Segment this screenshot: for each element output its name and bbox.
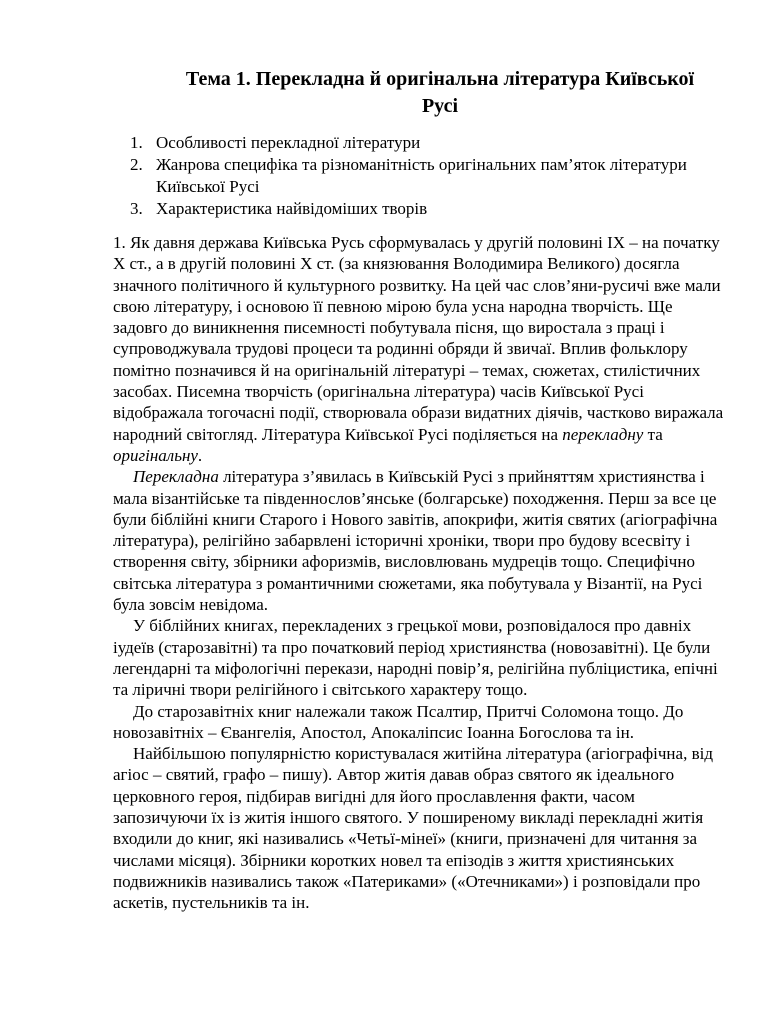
- topic-outline-list: [130, 132, 690, 220]
- paragraph-translated-literature: [113, 466, 727, 615]
- paragraph-hagiography: Найбільшою популярністю користувалася житійна література (агіографічна, від агіос – святий, графо – пишу). Автор житія давав образ святого як ідеального церковного героя, підбирав вигідні для його прославлення факти, часом запозичуючи їх із житія іншого святого. У поширеному викладі перекладні житія входили до книг, які називались «Четьї-мінеї» (книги, призначені для читання за числами місяця). Збірники коротких новел та епізодів з життя християнських подвижників називались також «Патериками» («Отечниками») і розповідали про аскетів, пустельників та ін.: [113, 744, 713, 913]
- outline-item: [130, 132, 690, 154]
- paragraph-text: та: [643, 424, 663, 444]
- emphasis-term: оригінальну: [113, 445, 198, 465]
- outline-number: 3.: [130, 199, 143, 218]
- emphasis-term: Перекладна: [133, 467, 219, 487]
- paragraph-text: .: [197, 445, 203, 465]
- emphasis-term: перекладну: [562, 424, 644, 444]
- document-body: [113, 232, 727, 914]
- outline-item: [130, 198, 690, 220]
- outline-item: [130, 154, 690, 198]
- title-line-2: Русі: [421, 95, 459, 117]
- paragraph-text: література з’явилась в Київській Русі з прийняттям християнства і мала візантійське та південнослов’янське (болгарське) походження. Перш за все це були біблійні книги Старого і Нового завітів, апокрифи, житія святих (агіографічна література), релігійно забарвлені історичні хроніки, твори про будову всесвіту і створення світу, збірники афоризмів, висловлювань мудреців тощо. Специфічно світська література з романтичними сюжетами, яка побутувала у Візантії, на Русі була зовсім невідома.: [113, 467, 718, 615]
- outline-text: Жанрова специфіка та різноманітність оригінальних пам’яток літератури Київської Русі: [156, 155, 687, 196]
- paragraph-intro: [113, 232, 727, 466]
- outline-text: Характеристика найвідоміших творів: [156, 199, 428, 218]
- outline-text: Особливості перекладної літератури: [156, 133, 421, 152]
- paragraph-text: 1. Як давня держава Київська Русь сформувалась у другій половині IX – на початку X ст., а в другій половині X ст. (за князювання Володимира Великого) досягла значного політичного й культурного розвитку. На цей час слов’яни-русичі вже мали свою літературу, і основою її певною мірою була усна народна творчість. Ще задовго до виникнення писемності побутувала пісня, що виростала з праці і супроводжувала трудові процеси та родинні обряди й звичаї. Вплив фольклору помітно позначився й на оригінальній літературі – темах, сюжетах, стилістичних засобах. Писемна творчість (оригінальна література) часів Київської Русі відображала тогочасні події, створювала образи видатних діячів, частково виражала народний світогляд. Література Київської Русі поділяється на: [113, 233, 724, 444]
- paragraph-biblical-books: У біблійних книгах, перекладених з грецької мови, розповідалося про давніх іудеїв (старозавітні) та про початковий період християнства (новозавітні). Це були легендарні та міфологічні перекази, народні повір’я, релігійна публіцистика, епічні та ліричні твори релігійного і світського характеру тощо.: [113, 616, 718, 700]
- paragraph-testaments: До старозавітніх книг належали також Псалтир, Притчі Соломона тощо. До новозавітніх – Євангелія, Апостол, Апокаліпсис Іоанна Богослова та ін.: [113, 701, 684, 742]
- outline-number: 2.: [130, 155, 143, 174]
- outline-number: 1.: [130, 133, 143, 152]
- title-line-1: Тема 1. Перекладна й оригінальна література Київської: [185, 68, 695, 90]
- page-title: [110, 66, 768, 120]
